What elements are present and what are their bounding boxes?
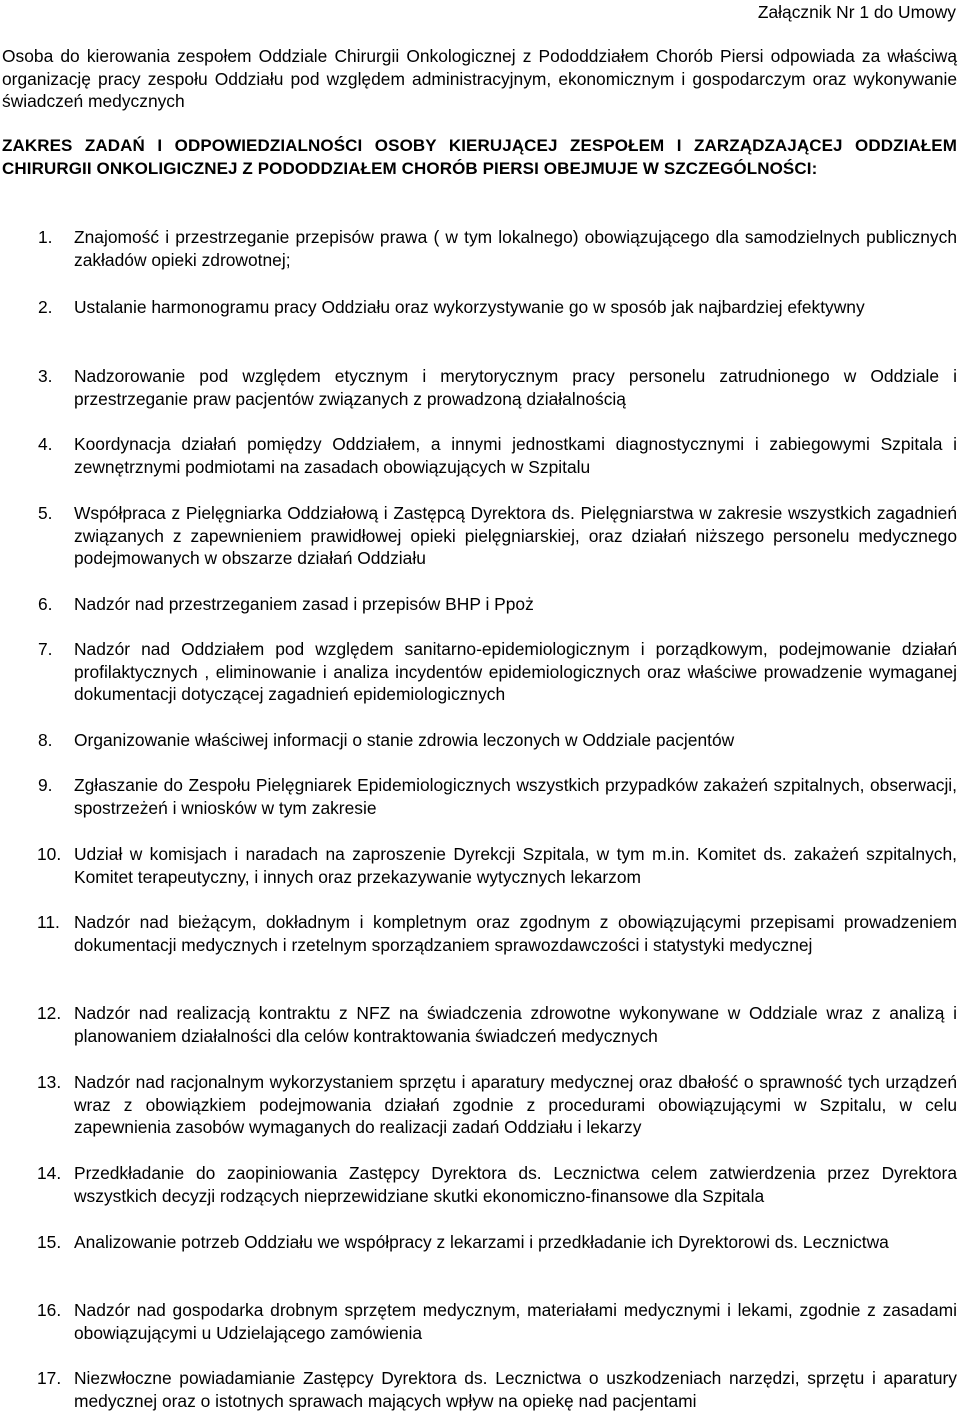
- task-number: 11.: [37, 912, 60, 932]
- task-text: Nadzór nad realizacją kontraktu z NFZ na świadczenia zdrowotne wykonywane w Oddziale wraz z analizą i planowaniem działalności dla celów kontraktowania świadczeń medycznych: [74, 1003, 957, 1046]
- task-number: 13.: [37, 1072, 62, 1092]
- task-text: Nadzór nad przestrzeganiem zasad i przepisów BHP i Ppoż: [74, 594, 534, 614]
- task-number: 2.: [38, 297, 53, 317]
- task-number: 5.: [38, 503, 53, 523]
- task-number: 1.: [38, 227, 53, 247]
- task-number: 4.: [38, 434, 53, 454]
- task-number: 3.: [38, 366, 53, 386]
- task-text: Udział w komisjach i naradach na zaproszenie Dyrekcji Szpitala, w tym m.in. Komitet ds. zakażeń szpitalnych, Komitet terapeutyczny, i innych oraz przekazywanie wytycznych lekarzom: [74, 844, 957, 887]
- task-text: Ustalanie harmonogramu pracy Oddziału oraz wykorzystywanie go w sposób jak najbardziej efektywny: [74, 297, 865, 317]
- task-number: 12.: [37, 1003, 62, 1023]
- task-number: 10.: [37, 844, 62, 864]
- task-number: 6.: [38, 594, 53, 614]
- task-text: Nadzór nad bieżącym, dokładnym i kompletnym oraz zgodnym z obowiązującymi przepisami prowadzeniem dokumentacji medycznych i rzetelnym sporządzaniem sprawozdawczości i statystyki medycznej: [74, 912, 957, 955]
- task-number: 14.: [37, 1163, 62, 1183]
- task-number: 17.: [37, 1368, 62, 1388]
- scope-heading: ZAKRES ZADAŃ I ODPOWIEDZIALNOŚCI OSOBY KIERUJĄCEJ ZESPOŁEM I ZARZĄDZAJĄCEJ ODDZIAŁEM CHIRURGII ONKOLIGICZNEJ Z PODODDZIAŁEM CHORÓB PIERSI OBEJMUJE W SZCZEGÓLNOŚCI:: [2, 136, 957, 178]
- task-text: Niezwłoczne powiadamianie Zastępcy Dyrektora ds. Lecznictwa o uszkodzeniach narzędzi, sprzętu i aparatury medycznej oraz o istotnych sprawach mających wpływ na opiekę nad pacjentami: [74, 1368, 957, 1411]
- task-text: Nadzorowanie pod względem etycznym i merytorycznym pracy personelu zatrudnionego w Oddziale i przestrzeganie praw pacjentów związanych z prowadzoną działalnością: [74, 366, 957, 409]
- task-text: Współpraca z Pielęgniarka Oddziałową i Zastępcą Dyrektora ds. Pielęgniarstwa w zakresie wszystkich zagadnień związanych z zapewnieniem prawidłowej opieki pielęgniarskiej, oraz działań niższego personelu medycznego podejmowanych w obszarze działań Oddziału: [74, 503, 957, 569]
- task-text: Nadzór nad racjonalnym wykorzystaniem sprzętu i aparatury medycznej oraz dbałość o sprawność tych urządzeń wraz z obowiązkiem podejmowania działań zgodnie z procedurami obowiązującymi w Szpitalu, w celu zapewnienia zasobów wymaganych do realizacji zadań Oddziału i lekarzy: [74, 1072, 957, 1138]
- task-text: Organizowanie właściwej informacji o stanie zdrowia leczonych w Oddziale pacjentów: [74, 730, 735, 750]
- task-number: 9.: [38, 775, 53, 795]
- task-text: Analizowanie potrzeb Oddziału we współpracy z lekarzami i przedkładanie ich Dyrektorowi ds. Lecznictwa: [74, 1232, 889, 1252]
- task-text: Przedkładanie do zaopiniowania Zastępcy Dyrektora ds. Lecznictwa celem zatwierdzenia przez Dyrektora wszystkich decyzji rodzących nieprzewidziane skutki ekonomiczno-finansowe dla Szpitala: [74, 1163, 957, 1206]
- annex-label: Załącznik Nr 1 do Umowy: [757, 2, 956, 22]
- task-number: 7.: [38, 639, 53, 659]
- task-number: 16.: [37, 1300, 62, 1320]
- task-number: 15.: [37, 1232, 62, 1252]
- task-text: Nadzór nad gospodarka drobnym sprzętem medycznym, materiałami medycznymi i lekami, zgodnie z zasadami obowiązującymi u Udzielającego zamówienia: [74, 1300, 957, 1343]
- intro-paragraph: Osoba do kierowania zespołem Oddziale Chirurgii Onkologicznej z Pododdziałem Chorób Piersi odpowiada za właściwą organizację pracy zespołu Oddziału pod względem administracyjnym, ekonomicznym i gospodarczym oraz wykonywanie świadczeń medycznych: [2, 46, 957, 112]
- task-text: Zgłaszanie do Zespołu Pielęgniarek Epidemiologicznych wszystkich przypadków zakażeń szpitalnych, obserwacji, spostrzeżeń i wniosków w tym zakresie: [74, 775, 957, 818]
- task-text: Znajomość i przestrzeganie przepisów prawa ( w tym lokalnego) obowiązującego dla samodzielnych publicznych zakładów opieki zdrowotnej;: [74, 227, 957, 270]
- task-text: Koordynacja działań pomiędzy Oddziałem, a innymi jednostkami diagnostycznymi i zabiegowymi Szpitala i zewnętrznymi podmiotami na zasadach obowiązujących w Szpitalu: [74, 434, 957, 477]
- task-number: 8.: [38, 730, 53, 750]
- task-text: Nadzór nad Oddziałem pod względem sanitarno-epidemiologicznym i porządkowym, podejmowanie działań profilaktycznych , eliminowanie i analiza incydentów epidemiologicznych oraz właściwe prowadzenie wymaganej dokumentacji dotyczącej zagadnień epidemiologicznych: [74, 639, 957, 705]
